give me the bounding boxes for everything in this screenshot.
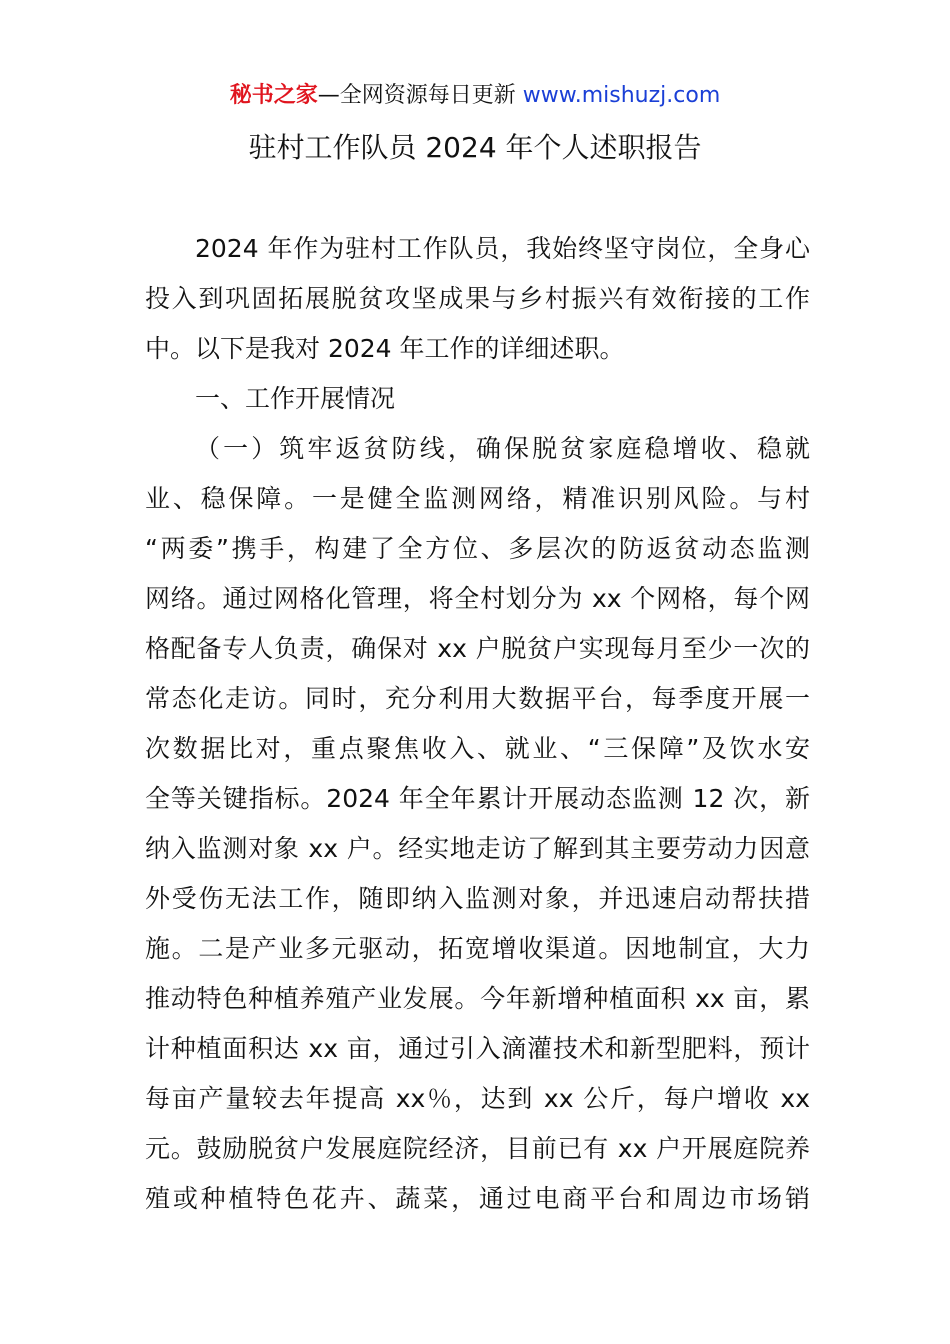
paragraph-line: 施。二是产业多元驱动，拓宽增收渠道。因地制宜，大力 (145, 934, 810, 963)
paragraph-line: 投入到巩固拓展脱贫攻坚成果与乡村振兴有效衔接的工作 (145, 284, 810, 313)
paragraph-line: “两委”携手，构建了全方位、多层次的防返贫动态监测 (145, 534, 810, 563)
paragraph-line: 业、稳保障。一是健全监测网络，精准识别风险。与村 (145, 484, 810, 513)
paragraph-line: 每亩产量较去年提高 xx％，达到 xx 公斤，每户增收 xx (145, 1084, 810, 1113)
paragraph-line: 次数据比对，重点聚焦收入、就业、“三保障”及饮水安 (145, 734, 810, 763)
document-body (145, 224, 810, 1224)
paragraph-line: 中。以下是我对 2024 年工作的详细述职。 (145, 334, 625, 363)
paragraph-line: 殖或种植特色花卉、蔬菜，通过电商平台和周边市场销 (145, 1184, 810, 1213)
paragraph-line: （一）筑牢返贫防线，确保脱贫家庭稳增收、稳就 (195, 434, 810, 463)
paragraph-line: 格配备专人负责，确保对 xx 户脱贫户实现每月至少一次的 (145, 634, 810, 663)
site-url-link[interactable]: www.mishuzj.com (522, 83, 721, 108)
paragraph-line: 网络。通过网格化管理，将全村划分为 xx 个网格，每个网 (145, 584, 810, 613)
paragraph-line: 外受伤无法工作，随即纳入监测对象，并迅速启动帮扶措 (145, 884, 810, 913)
paragraph-line: 元。鼓励脱贫户发展庭院经济，目前已有 xx 户开展庭院养 (145, 1134, 810, 1163)
site-header (0, 80, 950, 112)
paragraph-line: 常态化走访。同时，充分利用大数据平台，每季度开展一 (145, 684, 810, 713)
section-heading: 一、工作开展情况 (195, 384, 396, 413)
paragraph-line: 推动特色种植养殖产业发展。今年新增种植面积 xx 亩，累 (145, 984, 810, 1013)
paragraph-line: 计种植面积达 xx 亩，通过引入滴灌技术和新型肥料，预计 (145, 1034, 810, 1063)
paragraph-line: 全等关键指标。2024 年全年累计开展动态监测 12 次，新 (145, 784, 810, 813)
header-tagline: —全网资源每日更新 (317, 83, 523, 108)
paragraph-line: 2024 年作为驻村工作队员，我始终坚守岗位，全身心 (195, 234, 810, 263)
brand-name: 秘书之家 (229, 83, 318, 108)
paragraph-line: 纳入监测对象 xx 户。经实地走访了解到其主要劳动力因意 (145, 834, 810, 863)
document-title: 驻村工作队员 2024 年个人述职报告 (248, 131, 702, 164)
